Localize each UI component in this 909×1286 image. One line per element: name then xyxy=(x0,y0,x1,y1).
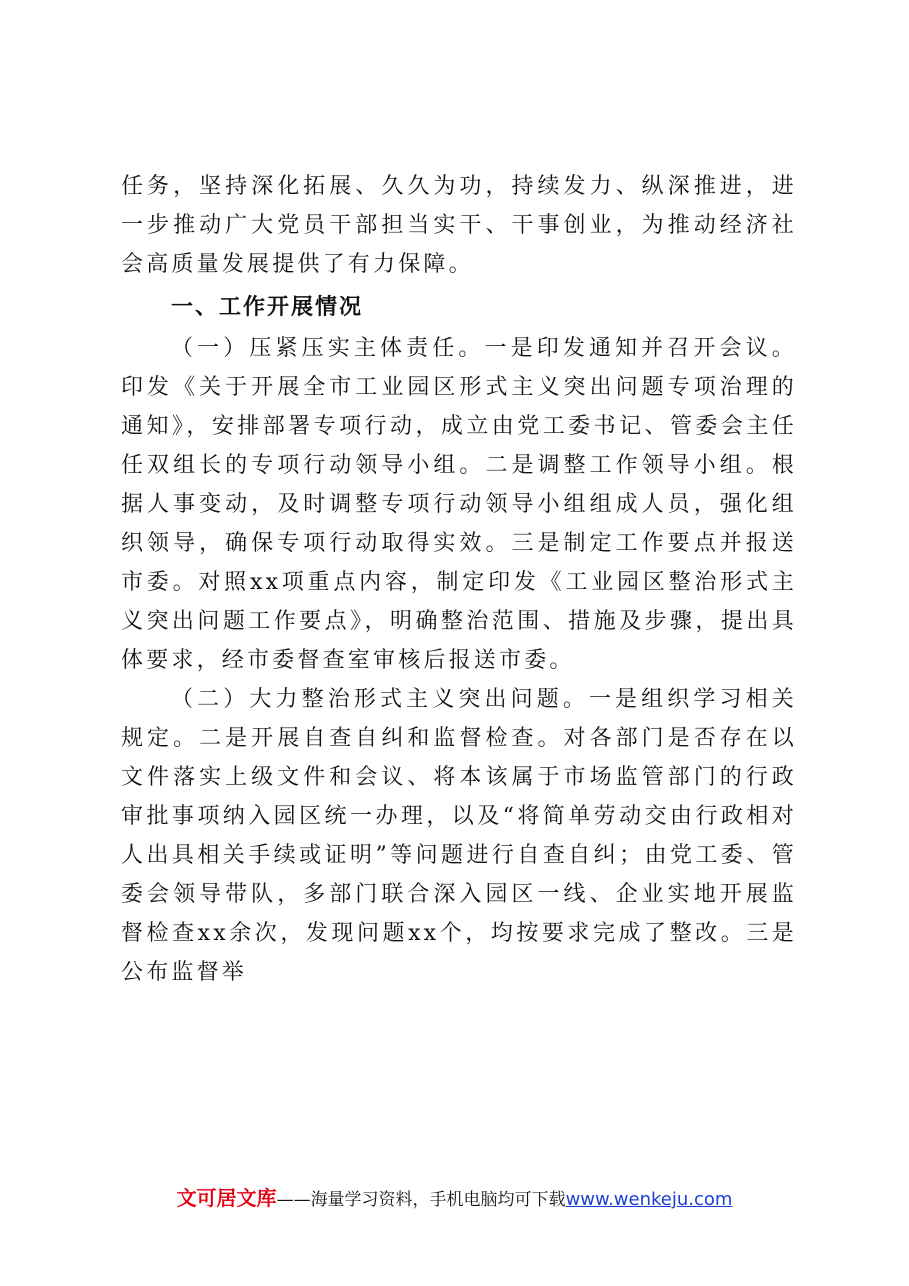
footer-tagline: ——海量学习资料，手机电脑均可下载 xyxy=(276,1190,566,1210)
section-paragraph-2: （二）大力整治形式主义突出问题。一是组织学习相关规定。二是开展自查自纠和监督检查。对各部门是否存在以文件落实上级文件和会议、将本该属于市场监管部门的行政审批事项纳入园区统一办理，以及“将简单劳动交由行政相对人出具相关手续或证明”等问题进行自查自纠；由党工委、管委会领导带队，多部门联合深入园区一线、企业实地开展监督检查xx余次，发现问题xx个，均按要求完成了整改。三是公布监督举 xyxy=(121,687,797,985)
document-body xyxy=(121,167,797,992)
footer-link[interactable]: www.wenkeju.com xyxy=(565,1189,733,1210)
footer-brand: 文可居文库 xyxy=(176,1186,277,1210)
section-paragraph-1: （一）压紧压实主体责任。一是印发通知并召开会议。印发《关于开展全市工业园区形式主义突出问题专项治理的通知》，安排部署专项行动，成立由党工委书记、管委会主任任双组长的专项行动领导小组。二是调整工作领导小组。根据人事变动，及时调整专项行动领导小组组成人员，强化组织领导，确保专项行动取得实效。三是制定工作要点并报送市委。对照xx项重点内容，制定印发《工业园区整治形式主义突出问题工作要点》，明确整治范围、措施及步骤，提出具体要求，经市委督查室审核后报送市委。 xyxy=(121,336,797,673)
intro-paragraph: 任务，坚持深化拓展、久久为功，持续发力、纵深推进，进一步推动广大党员干部担当实干、干事创业，为推动经济社会高质量发展提供了有力保障。 xyxy=(121,174,797,277)
section-heading: 一、工作开展情况 xyxy=(171,295,364,320)
footer-banner xyxy=(0,1182,909,1211)
